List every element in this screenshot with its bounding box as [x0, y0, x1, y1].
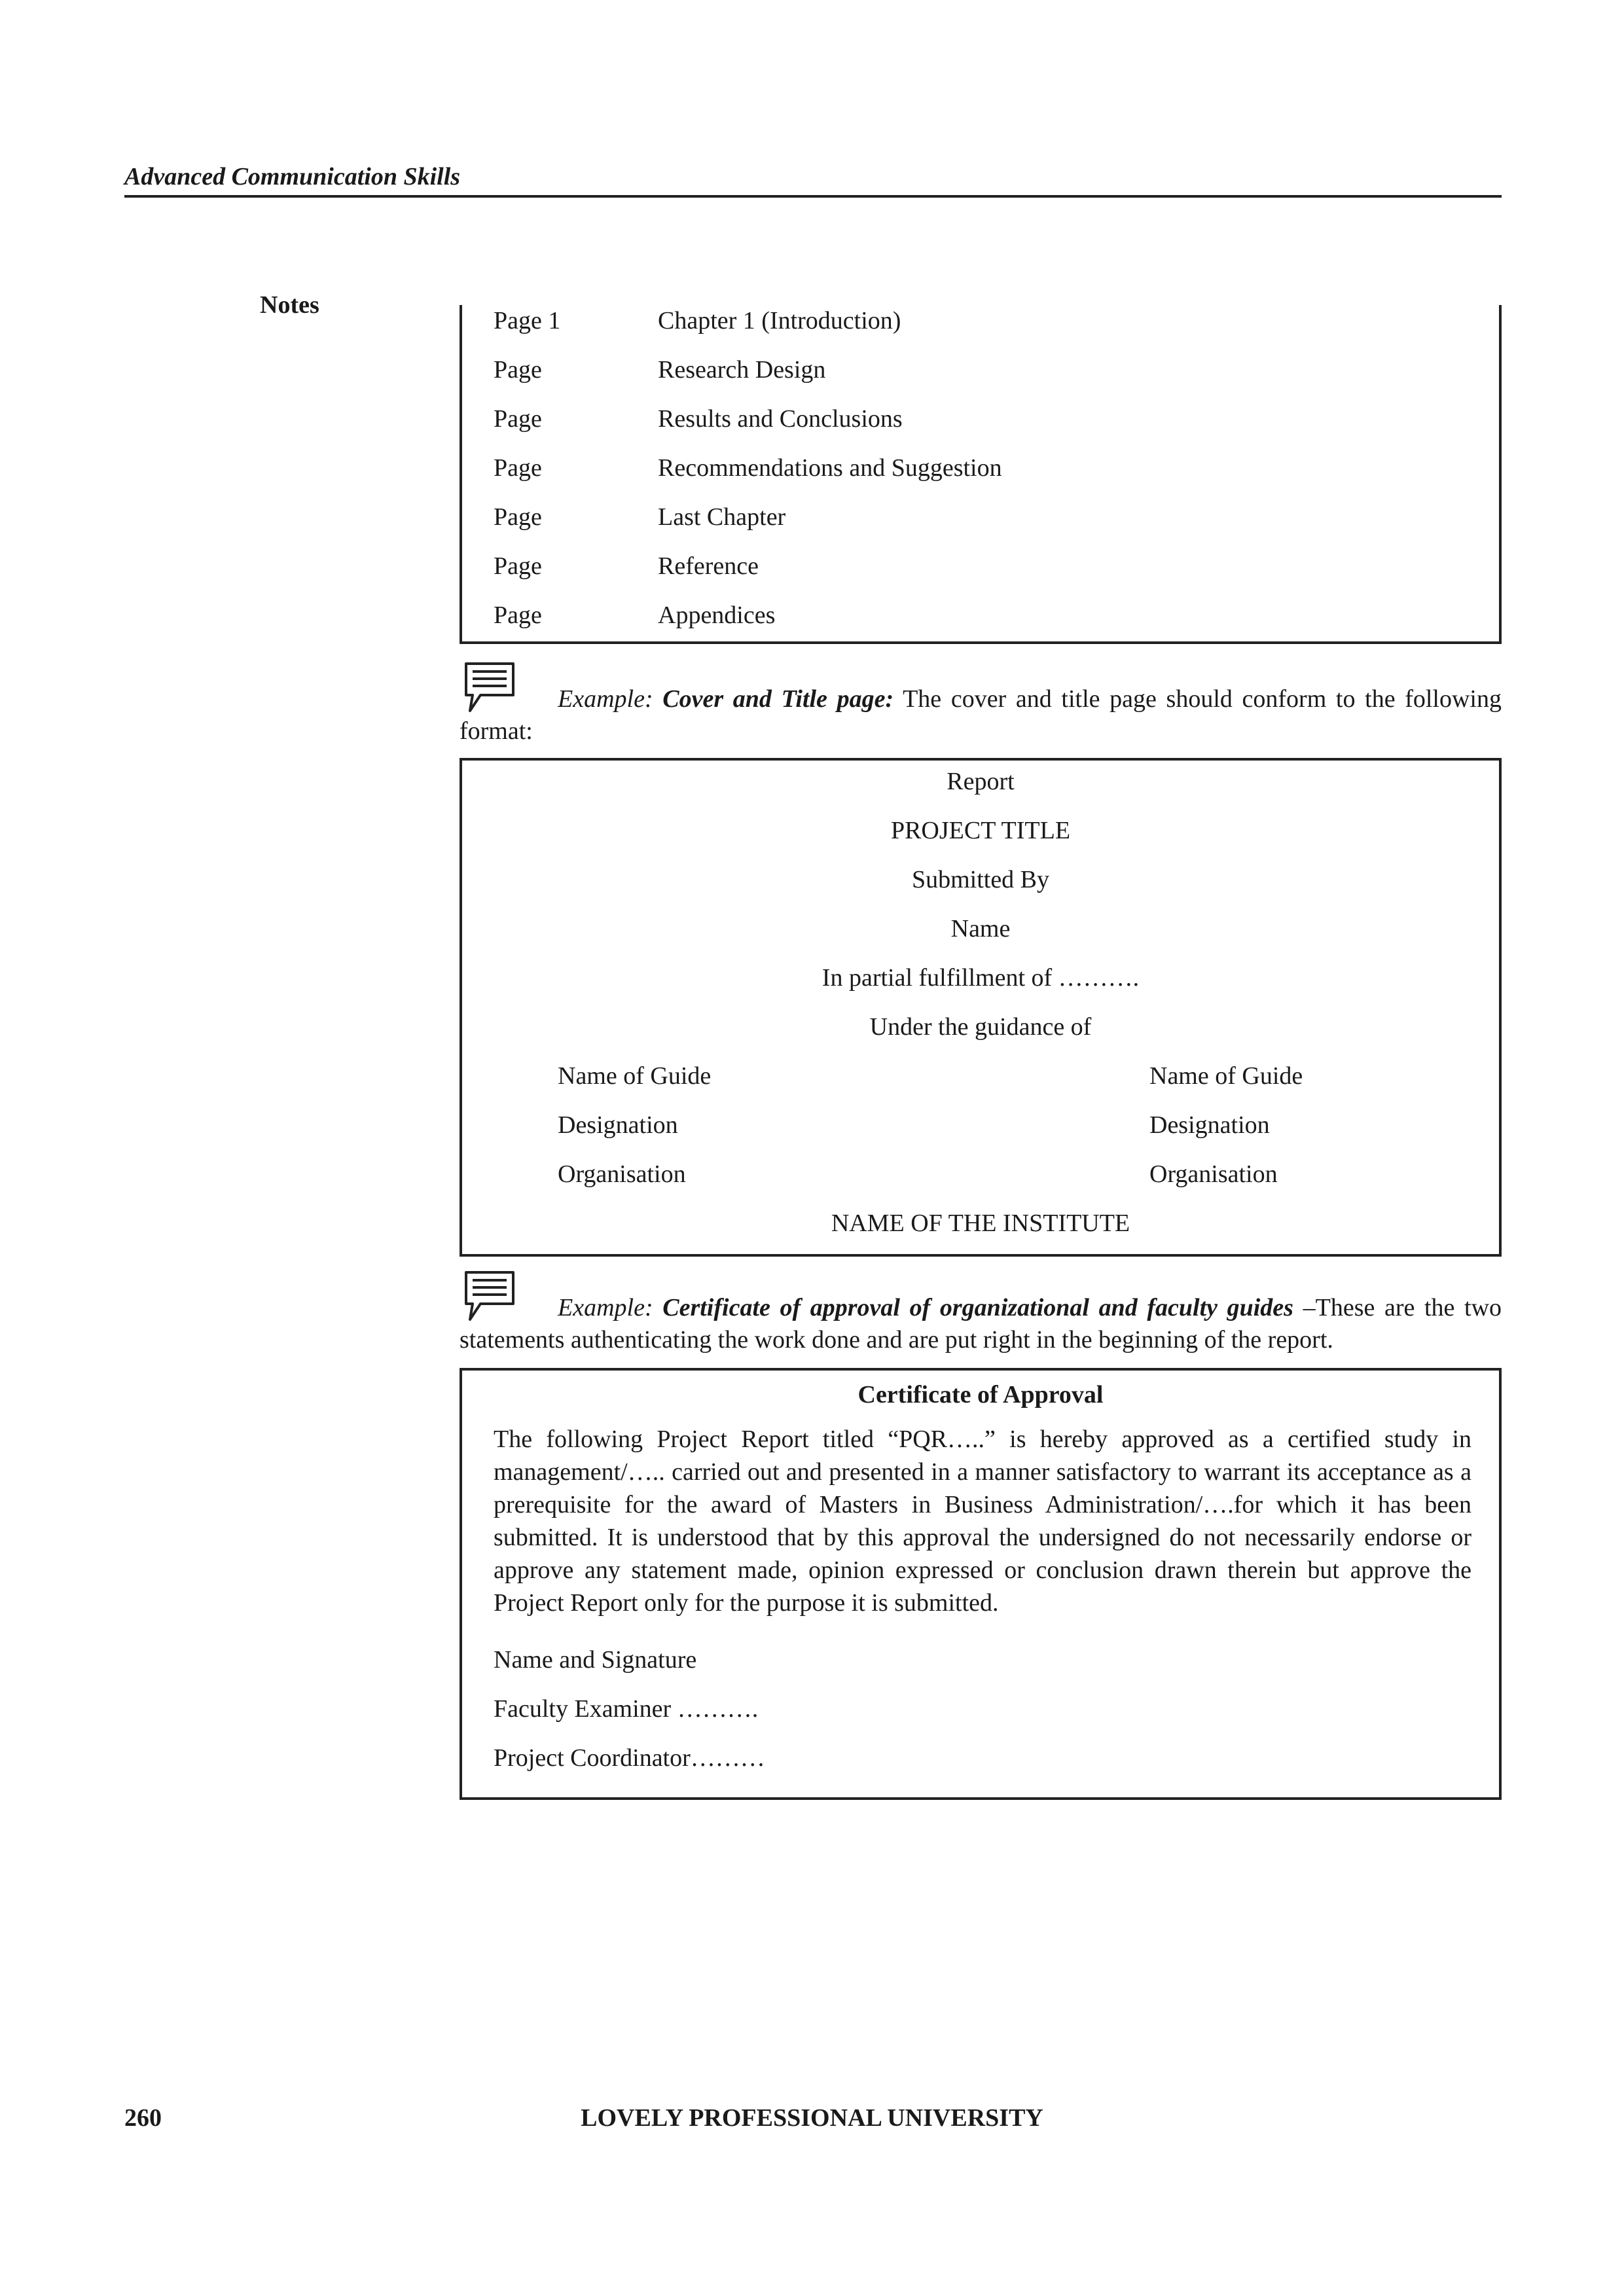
toc-page: Page	[494, 601, 542, 629]
toc-page: Page 1	[494, 307, 561, 334]
toc-box	[460, 305, 1502, 644]
cover-report: Report	[947, 768, 1015, 795]
example-lead: Example:	[558, 1294, 653, 1321]
right-guide-designation: Designation	[1149, 1111, 1270, 1139]
toc-page: Page	[494, 405, 542, 433]
cover-submitted-by: Submitted By	[911, 866, 1050, 893]
right-guide-organisation: Organisation	[1149, 1160, 1278, 1188]
example-topic: Certificate of approval of organizational and faculty guides	[662, 1294, 1293, 1321]
example-text: The cover and title page should conform to the following format:	[460, 685, 1502, 745]
certificate-body: The following Project Report titled “PQR…..” is hereby approved as a certified study in management/….. carried out and presented in a manner satisfactory to warrant its acceptance as a prerequisite for the award of Masters in Business Administration/….for which it has been submitted. It is understood that by this approval the undersigned do not necessarily endorse or approve any statement made, opinion expressed or conclusion drawn therein but approve the Project Report only for the purpose it is submitted.	[494, 1426, 1471, 1617]
notes-margin-label: Notes	[260, 291, 319, 319]
page-number: 260	[124, 2104, 162, 2132]
cover-name: Name	[950, 915, 1011, 942]
toc-chapter: Reference	[658, 552, 759, 580]
left-guide-designation: Designation	[558, 1111, 678, 1139]
toc-chapter: Research Design	[658, 356, 826, 384]
example-cover-paragraph	[460, 683, 1502, 747]
cover-guidance: Under the guidance of	[869, 1013, 1092, 1041]
certificate-signature: Name and Signature	[494, 1646, 697, 1674]
toc-page: Page	[494, 552, 542, 580]
cover-partial-fulfillment: In partial fulfillment of ……….	[821, 964, 1140, 992]
example-topic: Cover and Title page:	[662, 685, 894, 713]
toc-chapter: Recommendations and Suggestion	[658, 454, 1002, 482]
example-lead: Example:	[558, 685, 653, 713]
toc-page: Page	[494, 503, 542, 531]
toc-chapter: Last Chapter	[658, 503, 786, 531]
cover-institute: NAME OF THE INSTITUTE	[831, 1210, 1130, 1237]
left-guide-organisation: Organisation	[558, 1160, 686, 1188]
toc-chapter: Results and Conclusions	[658, 405, 903, 433]
running-header: Advanced Communication Skills	[124, 162, 1502, 198]
certificate-coordinator: Project Coordinator………	[494, 1744, 765, 1772]
left-guide-name: Name of Guide	[558, 1062, 712, 1090]
example-certificate-paragraph	[460, 1292, 1502, 1356]
certificate-box	[460, 1368, 1502, 1800]
right-guide-name: Name of Guide	[1149, 1062, 1303, 1090]
footer-university: LOVELY PROFESSIONAL UNIVERSITY	[581, 2104, 1043, 2132]
cover-project-title: PROJECT TITLE	[890, 817, 1071, 844]
certificate-title: Certificate of Approval	[857, 1381, 1104, 1408]
example-text: –These are the two statements authenticating the work done and are put right in the beginning of the report.	[460, 1294, 1502, 1354]
certificate-examiner: Faculty Examiner ……….	[494, 1695, 759, 1723]
toc-page: Page	[494, 356, 542, 384]
toc-chapter: Chapter 1 (Introduction)	[658, 307, 901, 334]
toc-chapter: Appendices	[658, 601, 776, 629]
toc-page: Page	[494, 454, 542, 482]
cover-format-box	[460, 758, 1502, 1257]
